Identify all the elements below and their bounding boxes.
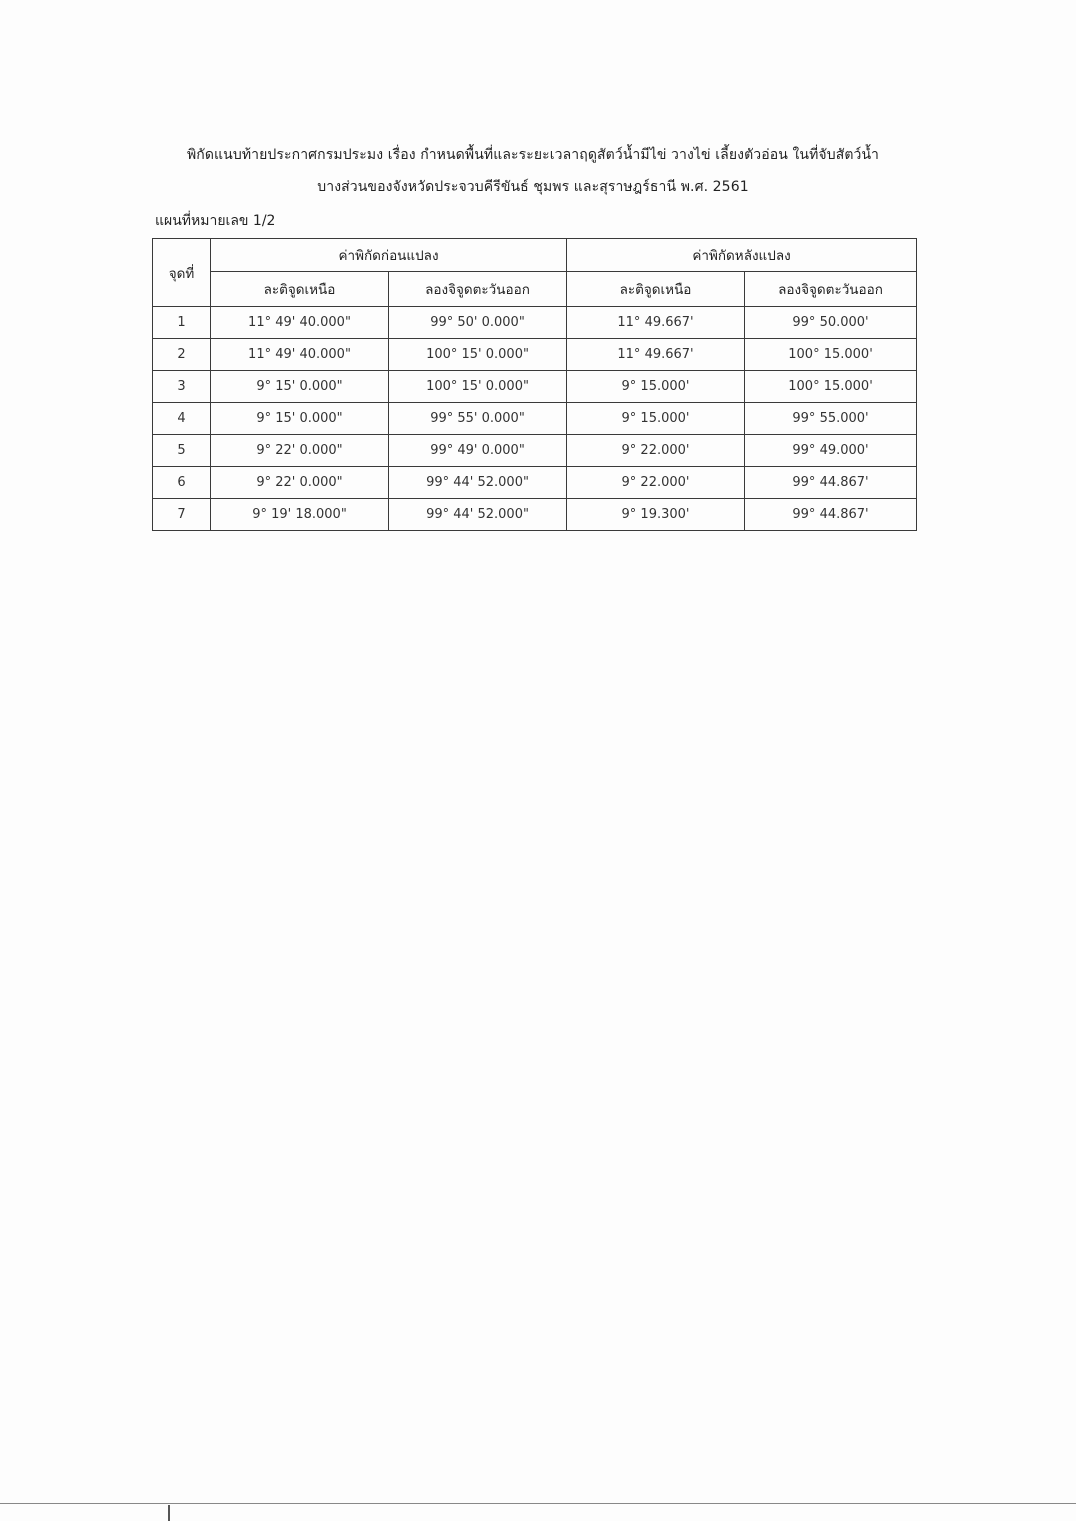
table-row <box>153 307 917 339</box>
point-cell: 3 <box>153 371 211 403</box>
latitude-header-after: ละติจูดเหนือ <box>567 272 745 307</box>
longitude-header-after: ลองจิจูดตะวันออก <box>745 272 917 307</box>
longitude-after-cell: 99° 55.000' <box>745 403 917 435</box>
latitude-after-cell: 9° 15.000' <box>567 371 745 403</box>
point-cell: 5 <box>153 435 211 467</box>
longitude-header-before: ลองจิจูดตะวันออก <box>389 272 567 307</box>
longitude-after-cell: 99° 44.867' <box>745 499 917 531</box>
longitude-before-cell: 99° 50' 0.000" <box>389 307 567 339</box>
latitude-after-cell: 9° 22.000' <box>567 435 745 467</box>
longitude-after-cell: 99° 44.867' <box>745 467 917 499</box>
longitude-before-cell: 99° 44' 52.000" <box>389 499 567 531</box>
latitude-after-cell: 9° 19.300' <box>567 499 745 531</box>
footer-margin-mark <box>168 1505 170 1521</box>
longitude-after-cell: 99° 49.000' <box>745 435 917 467</box>
latitude-before-cell: 11° 49' 40.000" <box>211 339 389 371</box>
latitude-before-cell: 9° 15' 0.000" <box>211 403 389 435</box>
table-row <box>153 339 917 371</box>
latitude-before-cell: 9° 15' 0.000" <box>211 371 389 403</box>
longitude-before-cell: 99° 44' 52.000" <box>389 467 567 499</box>
table-row <box>153 499 917 531</box>
point-cell: 6 <box>153 467 211 499</box>
latitude-after-cell: 11° 49.667' <box>567 339 745 371</box>
point-cell: 1 <box>153 307 211 339</box>
point-cell: 7 <box>153 499 211 531</box>
group-header-before: ค่าพิกัดก่อนแปลง <box>211 239 567 272</box>
point-cell: 2 <box>153 339 211 371</box>
document-title-line-2: บางส่วนของจังหวัดประจวบคีรีขันธ์ ชุมพร และสุราษฎร์ธานี พ.ศ. 2561 <box>317 179 749 195</box>
document-title-line-1: พิกัดแนบท้ายประกาศกรมประมง เรื่อง กำหนดพื้นที่และระยะเวลาฤดูสัตว์น้ำมีไข่ วางไข่ เลี้ยงตัวอ่อน ในที่จับสัตว์น้ำ <box>186 147 880 163</box>
table-row <box>153 371 917 403</box>
longitude-after-cell: 100° 15.000' <box>745 339 917 371</box>
longitude-after-cell: 99° 50.000' <box>745 307 917 339</box>
longitude-before-cell: 99° 49' 0.000" <box>389 435 567 467</box>
footer-divider <box>0 1503 1076 1504</box>
longitude-before-cell: 99° 55' 0.000" <box>389 403 567 435</box>
table-row <box>153 435 917 467</box>
latitude-header-before: ละติจูดเหนือ <box>211 272 389 307</box>
latitude-before-cell: 9° 22' 0.000" <box>211 435 389 467</box>
table-row <box>153 467 917 499</box>
latitude-before-cell: 9° 22' 0.000" <box>211 467 389 499</box>
longitude-before-cell: 100° 15' 0.000" <box>389 371 567 403</box>
longitude-after-cell: 100° 15.000' <box>745 371 917 403</box>
map-number-label: แผนที่หมายเลข 1/2 <box>155 213 276 229</box>
latitude-before-cell: 11° 49' 40.000" <box>211 307 389 339</box>
coordinates-table <box>152 238 917 531</box>
latitude-before-cell: 9° 19' 18.000" <box>211 499 389 531</box>
group-header-after: ค่าพิกัดหลังแปลง <box>567 239 917 272</box>
point-cell: 4 <box>153 403 211 435</box>
table-row <box>153 403 917 435</box>
latitude-after-cell: 11° 49.667' <box>567 307 745 339</box>
latitude-after-cell: 9° 15.000' <box>567 403 745 435</box>
latitude-after-cell: 9° 22.000' <box>567 467 745 499</box>
longitude-before-cell: 100° 15' 0.000" <box>389 339 567 371</box>
point-column-header: จุดที่ <box>153 239 211 307</box>
